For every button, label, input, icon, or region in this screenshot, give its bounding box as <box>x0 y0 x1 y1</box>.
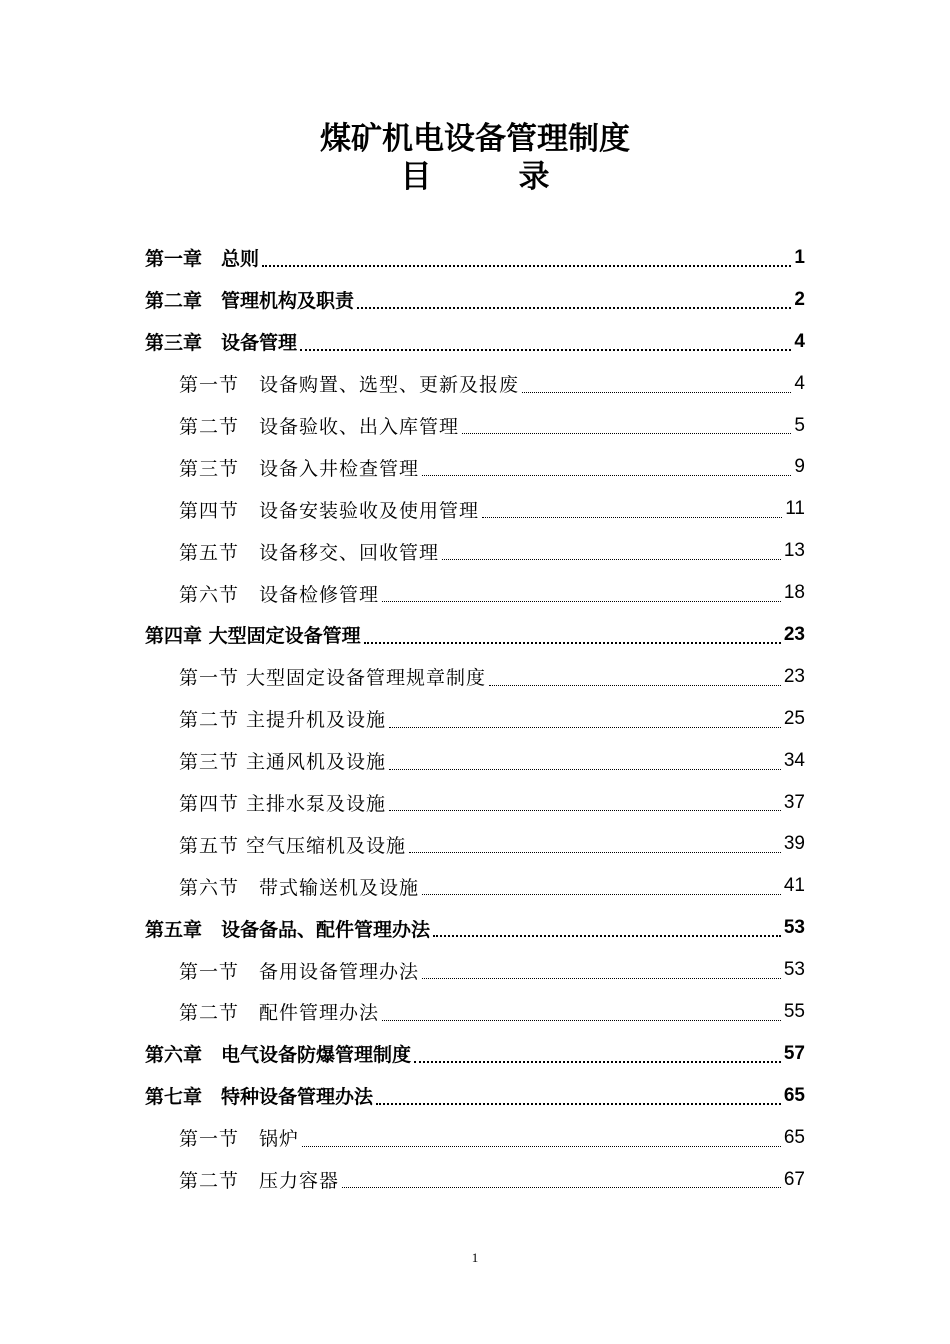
dot-leader <box>433 935 781 937</box>
toc-entry-label: 第一节 大型固定设备管理规章制度 <box>179 667 487 690</box>
dot-leader <box>357 307 791 309</box>
toc-entry-chapter-3[interactable] <box>0 321 950 363</box>
toc-entry-label: 第四章 大型固定设备管理 <box>145 625 361 648</box>
dot-leader <box>376 1103 781 1105</box>
toc-entry-label: 第六章 电气设备防爆管理制度 <box>145 1044 412 1067</box>
toc-entry-label: 第二章 管理机构及职责 <box>145 290 355 313</box>
toc-entry-page: 39 <box>783 833 805 855</box>
toc-entry-chapter-4[interactable] <box>0 614 950 656</box>
toc-entry-label: 第五节 空气压缩机及设施 <box>179 834 407 857</box>
toc-entry-page: 18 <box>783 582 805 604</box>
toc-entry-label: 第六节 带式输送机及设施 <box>179 876 420 899</box>
toc-entry-label: 第二节 压力容器 <box>179 1170 340 1193</box>
toc-entry-page: 23 <box>783 665 805 687</box>
toc-entry-section[interactable] <box>0 1159 950 1201</box>
dot-leader <box>389 810 781 811</box>
toc-entry-section[interactable] <box>0 740 950 782</box>
dot-leader <box>262 265 791 267</box>
toc-entry-chapter-7[interactable] <box>0 1075 950 1117</box>
toc-entry-section[interactable] <box>0 405 950 447</box>
dot-leader <box>522 392 791 393</box>
toc-entry-chapter-2[interactable] <box>0 279 950 321</box>
dot-leader <box>409 852 781 853</box>
toc-entry-label: 第四节 设备安装验收及使用管理 <box>179 499 480 522</box>
toc-entry-page: 4 <box>794 372 805 394</box>
toc-entry-section[interactable] <box>0 1117 950 1159</box>
toc-entry-chapter-6[interactable] <box>0 1033 950 1075</box>
toc-entry-page: 4 <box>794 330 805 352</box>
dot-leader <box>382 1020 781 1021</box>
toc-entry-section[interactable] <box>0 363 950 405</box>
toc-entry-label: 第七章 特种设备管理办法 <box>145 1086 374 1109</box>
toc-entry-page: 1 <box>794 246 805 268</box>
toc-entry-page: 65 <box>783 1126 805 1148</box>
dot-leader <box>389 769 781 770</box>
toc-entry-chapter-5[interactable] <box>0 907 950 949</box>
toc-entry-section[interactable] <box>0 698 950 740</box>
toc-entry-page: 13 <box>783 540 805 562</box>
toc-entry-label: 第三节 主通风机及设施 <box>179 751 387 774</box>
toc-entry-label: 第二节 主提升机及设施 <box>179 709 387 732</box>
dot-leader <box>422 978 781 979</box>
toc-entry-page: 41 <box>783 875 805 897</box>
dot-leader <box>482 517 782 518</box>
toc-entry-label: 第二节 设备验收、出入库管理 <box>179 416 460 438</box>
table-of-contents <box>0 237 950 1200</box>
toc-entry-label: 第一章 总则 <box>145 248 260 271</box>
dot-leader <box>489 685 781 686</box>
toc-entry-label: 第六节 设备检修管理 <box>179 583 380 606</box>
toc-entry-label: 第四节 主排水泵及设施 <box>179 793 387 816</box>
dot-leader <box>300 349 791 351</box>
toc-entry-page: 5 <box>794 414 805 436</box>
toc-entry-label: 第五节 设备移交、回收管理 <box>179 541 440 564</box>
document-title: 煤矿机电设备管理制度 <box>320 121 630 157</box>
toc-entry-page: 11 <box>785 498 805 520</box>
toc-entry-page: 53 <box>783 917 805 939</box>
page-number: 1 <box>471 1250 479 1265</box>
toc-entry-section[interactable] <box>0 530 950 572</box>
toc-entry-section[interactable] <box>0 572 950 614</box>
toc-entry-label: 第一节 锅炉 <box>179 1128 300 1151</box>
dot-leader <box>422 894 781 895</box>
dot-leader <box>462 433 791 434</box>
toc-entry-page: 9 <box>794 456 805 478</box>
dot-leader <box>382 601 781 602</box>
toc-entry-section[interactable] <box>0 865 950 907</box>
toc-entry-page: 65 <box>783 1084 805 1106</box>
toc-entry-label: 第五章 设备备品、配件管理办法 <box>145 918 431 941</box>
toc-entry-page: 2 <box>794 288 805 310</box>
toc-entry-chapter-1[interactable] <box>0 237 950 279</box>
toc-heading: 目 录 <box>400 159 578 195</box>
toc-entry-section[interactable] <box>0 991 950 1033</box>
dot-leader <box>422 475 791 476</box>
toc-entry-section[interactable] <box>0 488 950 530</box>
toc-entry-label: 第一节 备用设备管理办法 <box>179 960 420 983</box>
dot-leader <box>414 1061 781 1063</box>
toc-entry-page: 23 <box>783 623 805 645</box>
toc-entry-label: 第一节 设备购置、选型、更新及报废 <box>179 374 520 397</box>
toc-entry-page: 25 <box>783 707 805 729</box>
toc-entry-page: 37 <box>783 791 805 813</box>
dot-leader <box>302 1146 781 1147</box>
toc-entry-section[interactable] <box>0 949 950 991</box>
dot-leader <box>342 1187 781 1188</box>
dot-leader <box>442 559 781 560</box>
toc-entry-section[interactable] <box>0 656 950 698</box>
dot-leader <box>389 727 781 728</box>
toc-entry-page: 34 <box>783 749 805 771</box>
toc-entry-page: 55 <box>783 1000 805 1022</box>
toc-entry-label: 第三章 设备管理 <box>145 332 298 355</box>
toc-entry-label: 第三节 设备入井检查管理 <box>179 457 420 480</box>
toc-entry-section[interactable] <box>0 782 950 824</box>
toc-entry-page: 53 <box>783 959 805 981</box>
toc-entry-section[interactable] <box>0 823 950 865</box>
toc-entry-section[interactable] <box>0 446 950 488</box>
toc-entry-label: 第二节 配件管理办法 <box>179 1002 380 1025</box>
dot-leader <box>364 642 781 644</box>
toc-entry-page: 57 <box>783 1042 805 1064</box>
toc-entry-page: 67 <box>783 1168 805 1190</box>
